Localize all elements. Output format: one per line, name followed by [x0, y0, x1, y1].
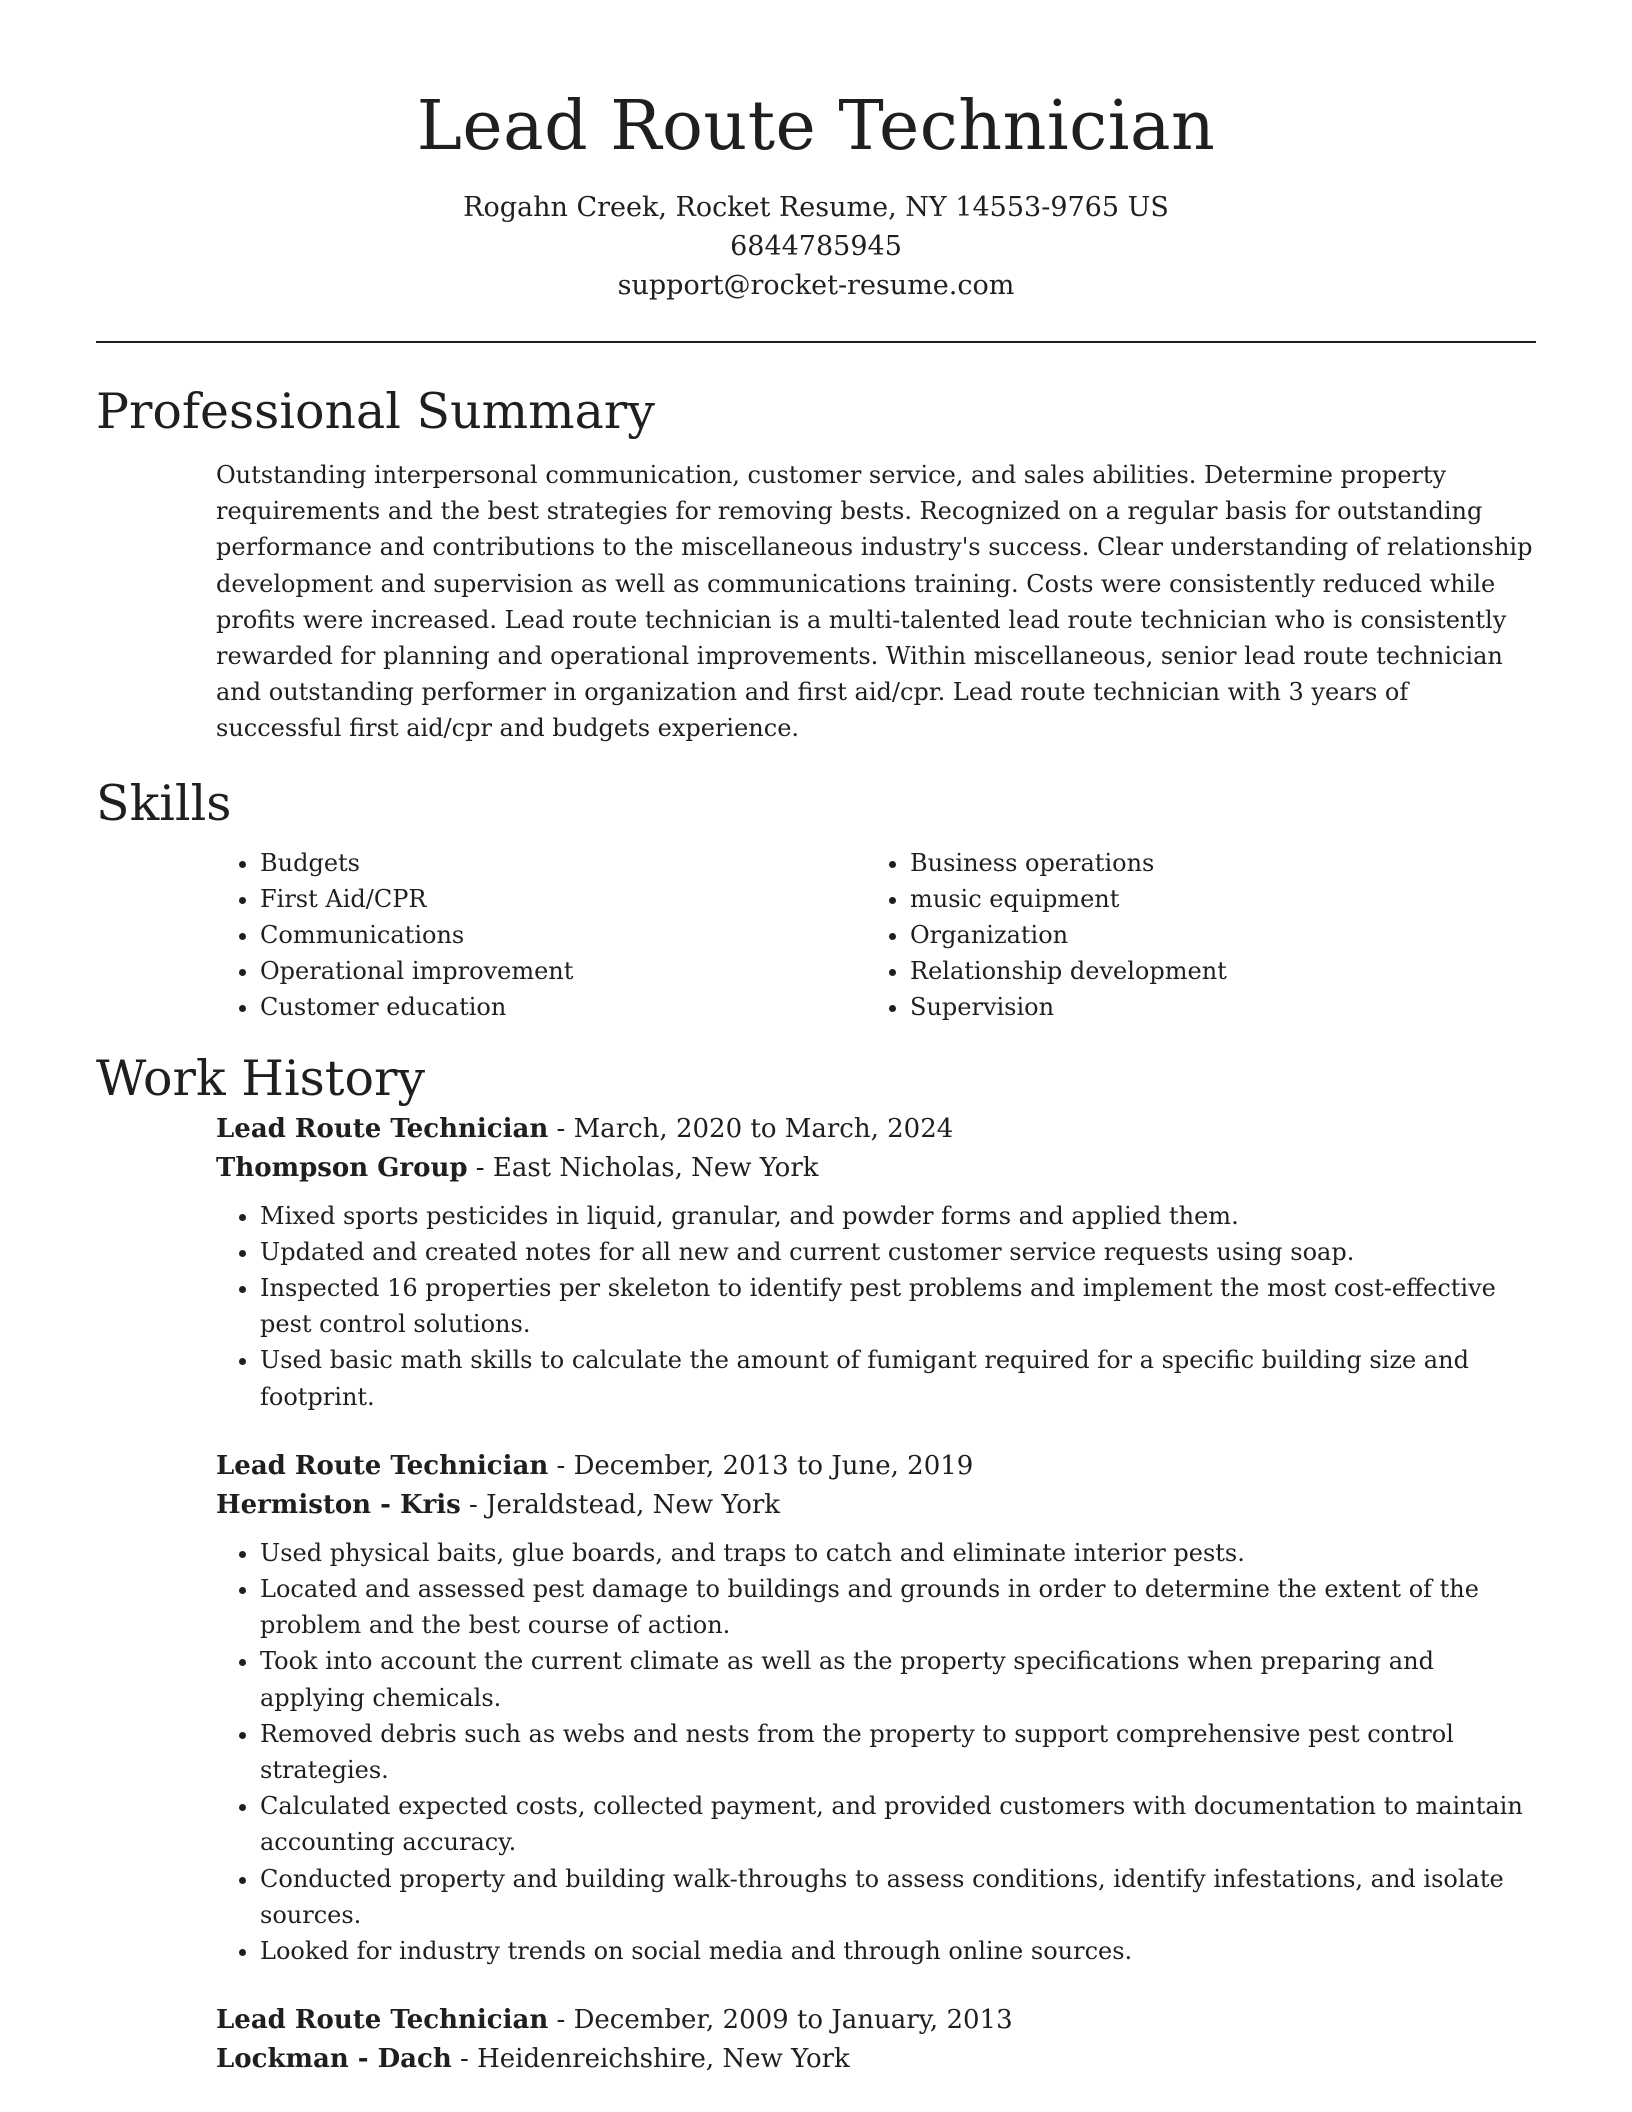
job-title: Lead Route Technician	[216, 1113, 549, 1144]
job-bullet: • Removed debris such as webs and nests from the property to support comprehensive pest control strategies.	[260, 1716, 1536, 1788]
skill-item: • Operational improvement	[260, 953, 866, 989]
job-bullets	[216, 1535, 1536, 1969]
summary-text: Outstanding interpersonal communication, customer service, and sales abilities. Determine property requirements and the best strategies for removing bests. Recognized on a regular basis for outstanding performance and contributions to the miscellaneous industry's success. Clear understanding of relationship development and supervision as well as communications training. Costs were consistently reduced while profits were increased. Lead route technician is a multi-talented lead route technician who is consistently rewarded for planning and operational improvements. Within miscellaneous, senior lead route technician and outstanding performer in organization and first aid/cpr. Lead route technician with 3 years of successful first aid/cpr and budgets experience.	[216, 461, 1533, 743]
job-company-line	[216, 1486, 1536, 1525]
job-dates: - March, 2020 to March, 2024	[548, 1113, 954, 1144]
job-location: - Jeraldstead, New York	[460, 1489, 781, 1520]
job-title: Lead Route Technician	[216, 1450, 549, 1481]
skill-item: • Relationship development	[910, 953, 1516, 989]
skill-item: • Supervision	[910, 989, 1516, 1025]
skill-item: • First Aid/CPR	[260, 881, 866, 917]
job-bullet: • Mixed sports pesticides in liquid, granular, and powder forms and applied them.	[260, 1198, 1536, 1234]
job-location: - Heidenreichshire, New York	[451, 2044, 850, 2075]
job-company: Hermiston - Kris	[216, 1489, 461, 1520]
job-dates: - December, 2013 to June, 2019	[548, 1450, 974, 1481]
job-company: Thompson Group	[216, 1152, 468, 1183]
header-divider	[96, 341, 1536, 343]
job-bullet: • Inspected 16 properties per skeleton to identify pest problems and implement the most cost-effective pest control solutions.	[260, 1270, 1536, 1342]
skill-item: • Budgets	[260, 845, 866, 881]
job-company-line	[216, 2040, 1536, 2079]
job-entry	[216, 1110, 1536, 1415]
job-bullet: • Calculated expected costs, collected payment, and provided customers with documentation to maintain accounting accuracy.	[260, 1788, 1536, 1860]
job-bullet: • Updated and created notes for all new and current customer service requests using soap.	[260, 1234, 1536, 1270]
job-title: Lead Route Technician	[216, 2005, 549, 2036]
skills-list	[216, 845, 1536, 1026]
job-dates: - December, 2009 to January, 2013	[548, 2005, 1013, 2036]
job-location: - East Nicholas, New York	[467, 1152, 819, 1183]
job-title-line	[216, 1110, 1536, 1149]
skill-item: • Customer education	[260, 989, 866, 1025]
job-bullet: • Used physical baits, glue boards, and traps to catch and eliminate interior pests.	[260, 1535, 1536, 1571]
resume-page	[96, 0, 1536, 2079]
contact-block	[96, 188, 1536, 305]
work-history-heading: Work History	[96, 1049, 426, 1107]
contact-address: Rogahn Creek, Rocket Resume, NY 14553-9765 US	[463, 192, 1169, 223]
skills-column-right	[866, 845, 1516, 1026]
job-bullet: • Took into account the current climate as well as the property specifications when preparing and applying chemicals.	[260, 1643, 1536, 1715]
contact-phone: 6844785945	[730, 231, 902, 262]
job-bullets	[216, 1198, 1536, 1415]
job-company-line	[216, 1149, 1536, 1188]
skill-item: • Organization	[910, 917, 1516, 953]
skills-column-left	[216, 845, 866, 1026]
job-entry	[216, 1447, 1536, 1969]
skills-heading: Skills	[96, 774, 232, 832]
job-bullet: • Conducted property and building walk-throughs to assess conditions, identify infestations, and isolate sources.	[260, 1861, 1536, 1933]
job-bullet: • Used basic math skills to calculate the amount of fumigant required for a specific building size and footprint.	[260, 1342, 1536, 1414]
skill-item: • Communications	[260, 917, 866, 953]
summary-heading: Professional Summary	[96, 383, 655, 440]
job-company: Lockman - Dach	[216, 2044, 452, 2075]
candidate-name: Lead Route Technician	[416, 87, 1216, 166]
job-bullet: • Looked for industry trends on social media and through online sources.	[260, 1933, 1536, 1969]
job-title-line	[216, 2001, 1536, 2040]
contact-email: support@rocket-resume.com	[617, 270, 1015, 301]
job-title-line	[216, 1447, 1536, 1486]
job-entry	[216, 2001, 1536, 2079]
job-bullet: • Located and assessed pest damage to buildings and grounds in order to determine the extent of the problem and the best course of action.	[260, 1571, 1536, 1643]
skill-item: • Business operations	[910, 845, 1516, 881]
skill-item: • music equipment	[910, 881, 1516, 917]
